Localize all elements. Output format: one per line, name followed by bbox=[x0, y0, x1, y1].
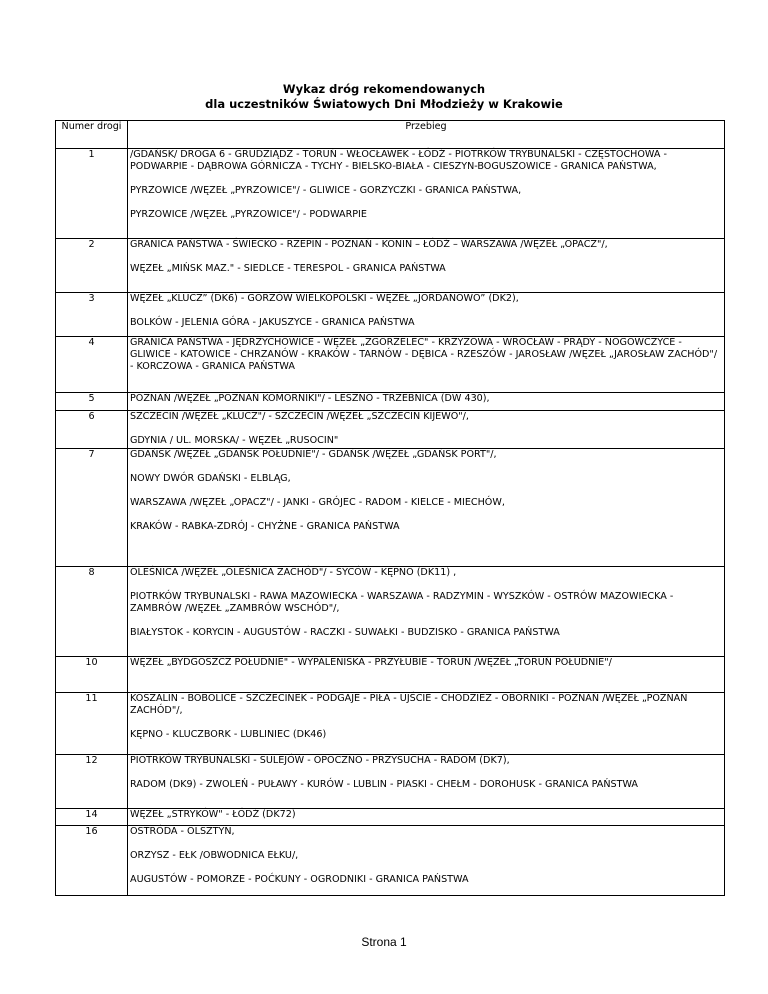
route-segment: GDAŃSK /WĘZEŁ „GDAŃSK POŁUDNIE"/ - GDAŃSK /WĘZEŁ „GDAŃSK PORT"/, bbox=[130, 449, 497, 460]
route-segment: WĘZEŁ „MIŃSK MAZ." - SIEDLCE - TERESPOL - GRANICA PAŃSTWA bbox=[130, 263, 446, 274]
table-row bbox=[56, 809, 725, 826]
route-segment: OSTRÓDA - OLSZTYN, bbox=[130, 826, 235, 837]
document-title: Wykaz dróg rekomendowanych bbox=[282, 82, 486, 96]
table-row bbox=[56, 239, 725, 293]
page-footer: Strona 1 bbox=[361, 935, 407, 949]
road-number: 1 bbox=[56, 149, 128, 239]
route-segment: WĘZEŁ „BYDGOSZCZ POŁUDNIE" - WYPALENISKA - PRZYŁUBIE - TORUŃ /WĘZEŁ „TORUŃ POŁUDNIE"/ bbox=[130, 657, 612, 668]
route-segment: KRAKÓW - RABKA-ZDRÓJ - CHYŻNE - GRANICA PAŃSTWA bbox=[130, 521, 400, 532]
route-segment: PYRZOWICE /WĘZEŁ „PYRZOWICE"/ - GLIWICE - GORZYCZKI - GRANICA PAŃSTWA, bbox=[130, 185, 522, 196]
road-number: 3 bbox=[56, 293, 128, 337]
header-route: Przebieg bbox=[128, 121, 725, 149]
route-segment: WĘZEŁ „STRYKÓW" - ŁÓDŹ (DK72) bbox=[130, 809, 296, 820]
road-route bbox=[128, 755, 725, 809]
table-row bbox=[56, 567, 725, 657]
route-segment: PIOTRKÓW TRYBUNALSKI - SULEJÓW - OPOCZNO - PRZYSUCHA - RADOM (DK7), bbox=[130, 755, 510, 766]
table-row bbox=[56, 826, 725, 896]
route-segment: RADOM (DK9) - ZWOLEŃ - PUŁAWY - KURÓW - LUBLIN - PIASKI - CHEŁM - DOROHUSK - GRANICA PAŃSTWA bbox=[130, 779, 638, 790]
road-number: 16 bbox=[56, 826, 128, 896]
route-segment: WĘZEŁ „KLUCZ” (DK6) - GORZÓW WIELKOPOLSKI - WĘZEŁ „JORDANOWO” (DK2), bbox=[130, 293, 519, 304]
route-segment: GRANICA PAŃSTWA - JĘDRZYCHOWICE - WĘZEŁ „ZGORZELEC" - KRZYŻOWA - WROCŁAW - PRĄDY - NOGOWCZYCE - GLIWICE - KATOWICE - CHRZANÓW - KRAKÓW - TARNÓW - DĘBICA - RZESZÓW - JAROSŁAW /WĘZEŁ „JAROSŁAW ZACHÓD"/ - KORCZOWA - GRANICA PAŃSTWA bbox=[130, 337, 718, 372]
route-segment: POZNAŃ /WĘZEŁ „POZNAŃ KOMORNIKI"/ - LESZNO - TRZEBNICA (DW 430), bbox=[130, 393, 490, 404]
route-segment: GRANICA PAŃSTWA - ŚWIECKO - RZEPIN - POZNAŃ - KONIN – ŁÓDŹ – WARSZAWA /WĘZEŁ „OPACZ"/, bbox=[130, 239, 608, 250]
route-segment: NOWY DWÓR GDAŃSKI - ELBLĄG, bbox=[130, 473, 291, 484]
road-number: 14 bbox=[56, 809, 128, 826]
route-segment: KĘPNO - KLUCZBORK - LUBLINIEC (DK46) bbox=[130, 729, 327, 740]
table-row bbox=[56, 411, 725, 449]
table-row bbox=[56, 393, 725, 411]
table-row bbox=[56, 449, 725, 567]
table-row bbox=[56, 755, 725, 809]
road-route bbox=[128, 826, 725, 896]
roads-table bbox=[55, 120, 725, 896]
road-route bbox=[128, 293, 725, 337]
road-route bbox=[128, 567, 725, 657]
header-number: Numer drogi bbox=[56, 121, 128, 149]
road-number: 6 bbox=[56, 411, 128, 449]
road-number: 8 bbox=[56, 567, 128, 657]
route-segment: OLEŚNICA /WĘZEŁ „OLEŚNICA ZACHÓD"/ - SYCÓW - KĘPNO (DK11) , bbox=[130, 567, 457, 578]
route-segment: AUGUSTÓW - POMORZE - POĆKUNY - OGRODNIKI - GRANICA PAŃSTWA bbox=[130, 874, 469, 885]
road-number: 10 bbox=[56, 657, 128, 693]
table-row bbox=[56, 657, 725, 693]
route-segment: KOSZALIN - BOBOLICE - SZCZECINEK - PODGAJE - PIŁA - UJŚCIE - CHODZIEŻ - OBORNIKI - POZNAŃ /WĘZEŁ „POZNAŃ ZACHÓD"/, bbox=[130, 693, 688, 716]
route-segment: WARSZAWA /WĘZEŁ „OPACZ"/ - JANKI - GRÓJEC - RADOM - KIELCE - MIECHÓW, bbox=[130, 497, 505, 508]
table-header-row bbox=[56, 121, 725, 149]
road-route bbox=[128, 449, 725, 567]
route-segment: ORZYSZ - EŁK /OBWODNICA EŁKU/, bbox=[130, 850, 299, 861]
road-route bbox=[128, 149, 725, 239]
route-segment: GDYNIA / UL. MORSKA/ - WĘZEŁ „RUSOCIN" bbox=[130, 435, 339, 446]
road-route bbox=[128, 337, 725, 393]
route-segment: BOLKÓW - JELENIA GÓRA - JAKUSZYCE - GRANICA PAŃSTWA bbox=[130, 317, 415, 328]
document-subtitle: dla uczestników Światowych Dni Młodzieży w Krakowie bbox=[205, 97, 563, 111]
road-route bbox=[128, 693, 725, 755]
road-route bbox=[128, 393, 725, 411]
road-route bbox=[128, 239, 725, 293]
table-row bbox=[56, 693, 725, 755]
road-number: 11 bbox=[56, 693, 128, 755]
road-number: 4 bbox=[56, 337, 128, 393]
route-segment: BIAŁYSTOK - KORYCIN - AUGUSTÓW - RACZKI - SUWAŁKI - BUDZISKO - GRANICA PAŃSTWA bbox=[130, 627, 560, 638]
road-number: 2 bbox=[56, 239, 128, 293]
road-number: 12 bbox=[56, 755, 128, 809]
road-number: 5 bbox=[56, 393, 128, 411]
road-number: 7 bbox=[56, 449, 128, 567]
table-row bbox=[56, 149, 725, 239]
route-segment: /GDAŃSK/ DROGA 6 - GRUDZIĄDZ - TORUŃ - WŁOCŁAWEK - ŁÓDŹ - PIOTRKÓW TRYBUNALSKI - CZĘSTOCHOWA - PODWARPIE - DĄBROWA GÓRNICZA - TYCHY - BIELSKO-BIAŁA - CIESZYN-BOGUSZOWICE - GRANICA PAŃSTWA, bbox=[130, 149, 667, 172]
route-segment: PIOTRKÓW TRYBUNALSKI - RAWA MAZOWIECKA - WARSZAWA - RADZYMIN - WYSZKÓW - OSTRÓW MAZOWIECKA - ZAMBRÓW /WĘZEŁ „ZAMBRÓW WSCHÓD"/, bbox=[130, 591, 674, 614]
table-body bbox=[56, 149, 725, 896]
road-route bbox=[128, 809, 725, 826]
road-route bbox=[128, 411, 725, 449]
table-row bbox=[56, 293, 725, 337]
table-row bbox=[56, 337, 725, 393]
route-segment: SZCZECIN /WĘZEŁ „KLUCZ"/ - SZCZECIN /WĘZEŁ „SZCZECIN KIJEWO"/, bbox=[130, 411, 469, 422]
route-segment: PYRZOWICE /WĘZEŁ „PYRZOWICE"/ - PODWARPIE bbox=[130, 209, 367, 220]
road-route bbox=[128, 657, 725, 693]
